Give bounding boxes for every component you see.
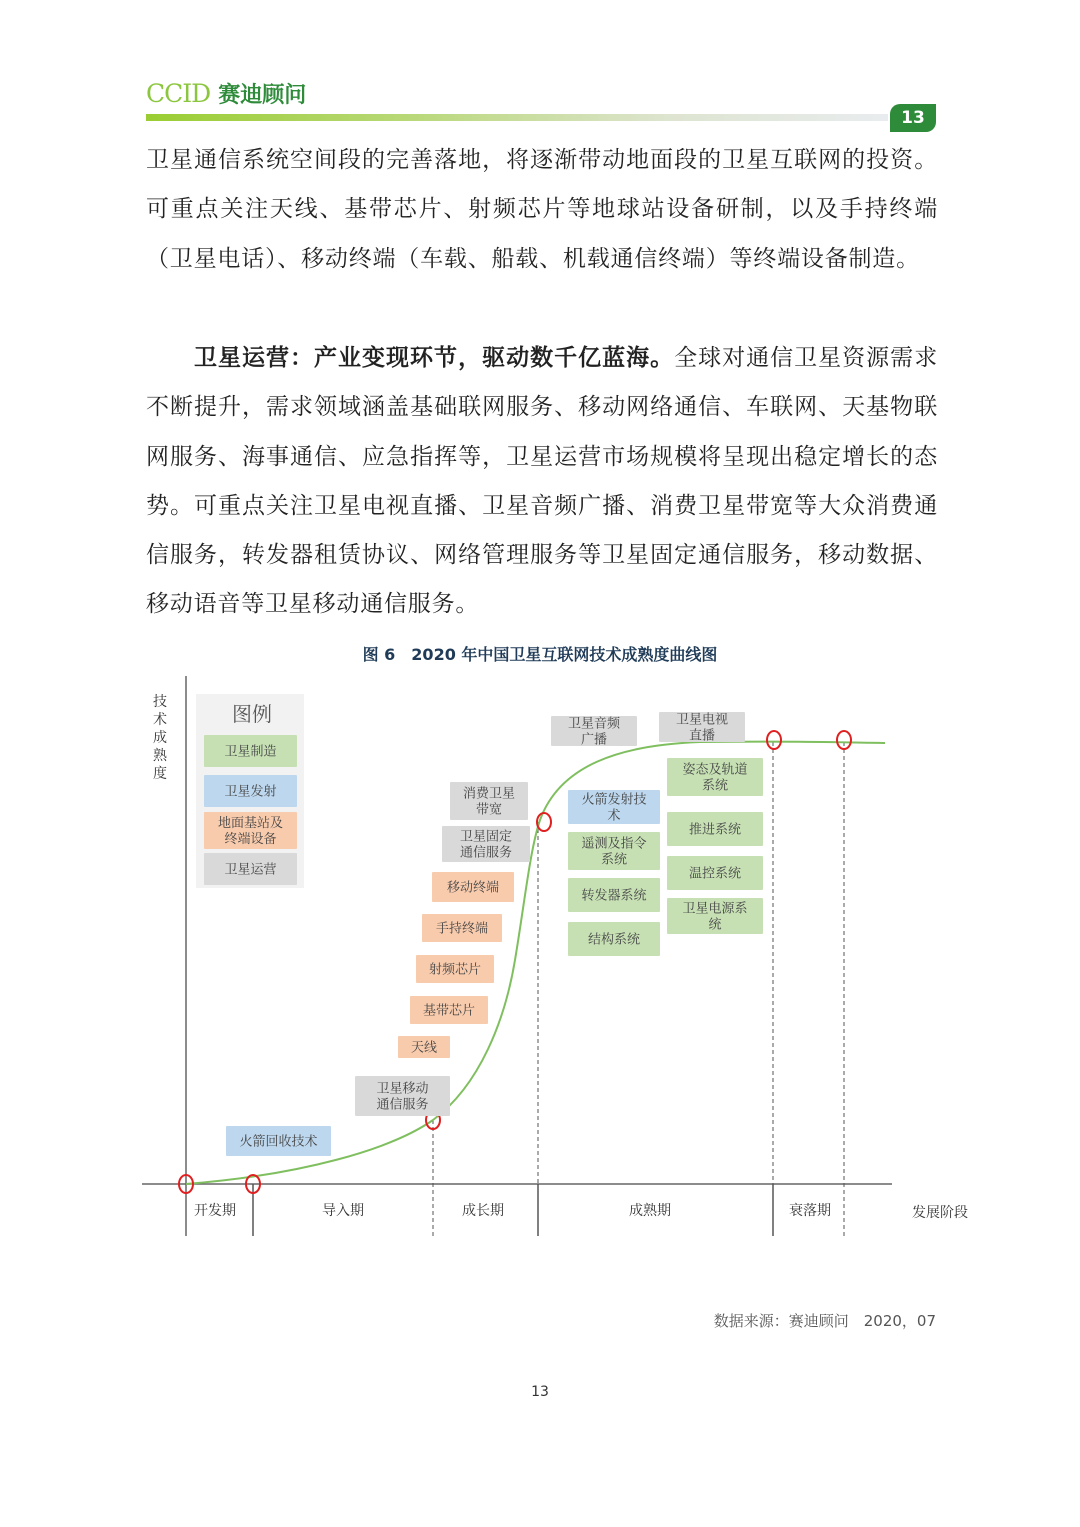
tech-box-label: 消费卫星 (462, 786, 516, 802)
y-axis-label: 度 (153, 766, 167, 782)
maturity-curve-chart (140, 676, 980, 1246)
tech-box-label: 直播 (688, 728, 716, 744)
logo-ccid: CCID (146, 79, 211, 108)
curve-marker (837, 731, 851, 749)
tech-box-label: 转发器系统 (581, 888, 647, 904)
paragraph-body: 全球对通信卫星资源需求不断提升，需求领域涵盖基础联网服务、移动网络通信、车联网、天基物联网服务、海事通信、应急指挥等，卫星运营市场规模将呈现出稳定增长的态势。可重点关注卫星电视直播、卫星音频广播、消费卫星带宽等大众消费通信服务，转发器租赁协议、网络管理服务等卫星固定通信服务，移动数据、移动语音等卫星移动通信服务。 (146, 345, 938, 618)
y-axis-label: 熟 (153, 748, 167, 764)
y-axis-label: 技 (153, 694, 167, 710)
legend-title: 图例 (232, 702, 272, 726)
curve-marker (767, 731, 781, 749)
tech-box-label: 卫星固定 (459, 829, 513, 845)
legend-item-label: 卫星运营 (224, 862, 277, 878)
legend-item-label: 卫星发射 (224, 784, 277, 800)
phase-label: 衰落期 (789, 1203, 831, 1219)
tech-box-label: 带宽 (475, 802, 503, 818)
legend-item-label: 卫星制造 (224, 744, 277, 760)
tech-box-label: 基带芯片 (422, 1003, 476, 1019)
tech-box-label: 系统 (701, 778, 729, 794)
tech-box-label: 卫星音频 (567, 716, 621, 732)
tech-box-label: 结构系统 (587, 932, 641, 948)
paragraph-heading: 卫星运营：产业变现环节，驱动数千亿蓝海。 (194, 344, 675, 371)
paragraph-ground-segment: 卫星通信系统空间段的完善落地，将逐渐带动地面段的卫星互联网的投资。可重点关注天线、基带芯片、射频芯片等地球站设备研制，以及手持终端（卫星电话）、移动终端（车载、船载、机载通信终端）等终端设备制造。 (146, 147, 938, 272)
logo-cn: 赛迪顾问 (218, 82, 307, 108)
phase-label: 开发期 (194, 1203, 236, 1219)
tech-box-label: 通信服务 (459, 845, 513, 861)
tech-box-label: 卫星移动 (376, 1081, 429, 1097)
tech-box-label: 统 (708, 917, 722, 933)
tech-box-label: 火箭发射技 (581, 792, 647, 808)
y-axis-label: 术 (153, 712, 167, 728)
paragraph-satellite-operation (146, 333, 938, 630)
tech-box-label: 手持终端 (435, 921, 489, 937)
legend-item-label: 终端设备 (224, 832, 277, 848)
phase-label: 成长期 (462, 1203, 504, 1219)
figure-title: 图 6 2020 年中国卫星互联网技术成熟度曲线图 (362, 645, 718, 664)
x-axis-label: 发展阶段 (912, 1205, 968, 1221)
tech-box-label: 移动终端 (446, 880, 500, 896)
header-logo (146, 78, 306, 109)
header-page-badge: 13 (890, 104, 936, 132)
tech-box-label: 火箭回收技术 (239, 1134, 318, 1150)
tech-box-label: 通信服务 (376, 1097, 429, 1113)
phase-label: 成熟期 (629, 1203, 671, 1219)
tech-box-label: 遥测及指令 (581, 836, 647, 852)
tech-box-label: 温控系统 (688, 866, 742, 882)
data-source: 数据来源：赛迪顾问 2020，07 (713, 1312, 936, 1330)
tech-box-label: 天线 (410, 1040, 438, 1056)
page-number: 13 (531, 1384, 549, 1400)
tech-box-label: 卫星电视 (675, 712, 729, 728)
tech-box-label: 卫星电源系 (682, 901, 748, 917)
y-axis-label: 成 (153, 730, 167, 746)
tech-box-label: 姿态及轨道 (682, 762, 748, 778)
tech-box-label: 广播 (580, 732, 608, 748)
legend-item-label: 地面基站及 (217, 816, 284, 832)
tech-box-label: 系统 (600, 852, 628, 868)
tech-box-label: 术 (607, 808, 621, 824)
tech-box-label: 射频芯片 (428, 962, 482, 978)
header-divider (146, 114, 888, 121)
phase-label: 导入期 (322, 1203, 364, 1219)
tech-box-label: 推进系统 (688, 822, 742, 838)
